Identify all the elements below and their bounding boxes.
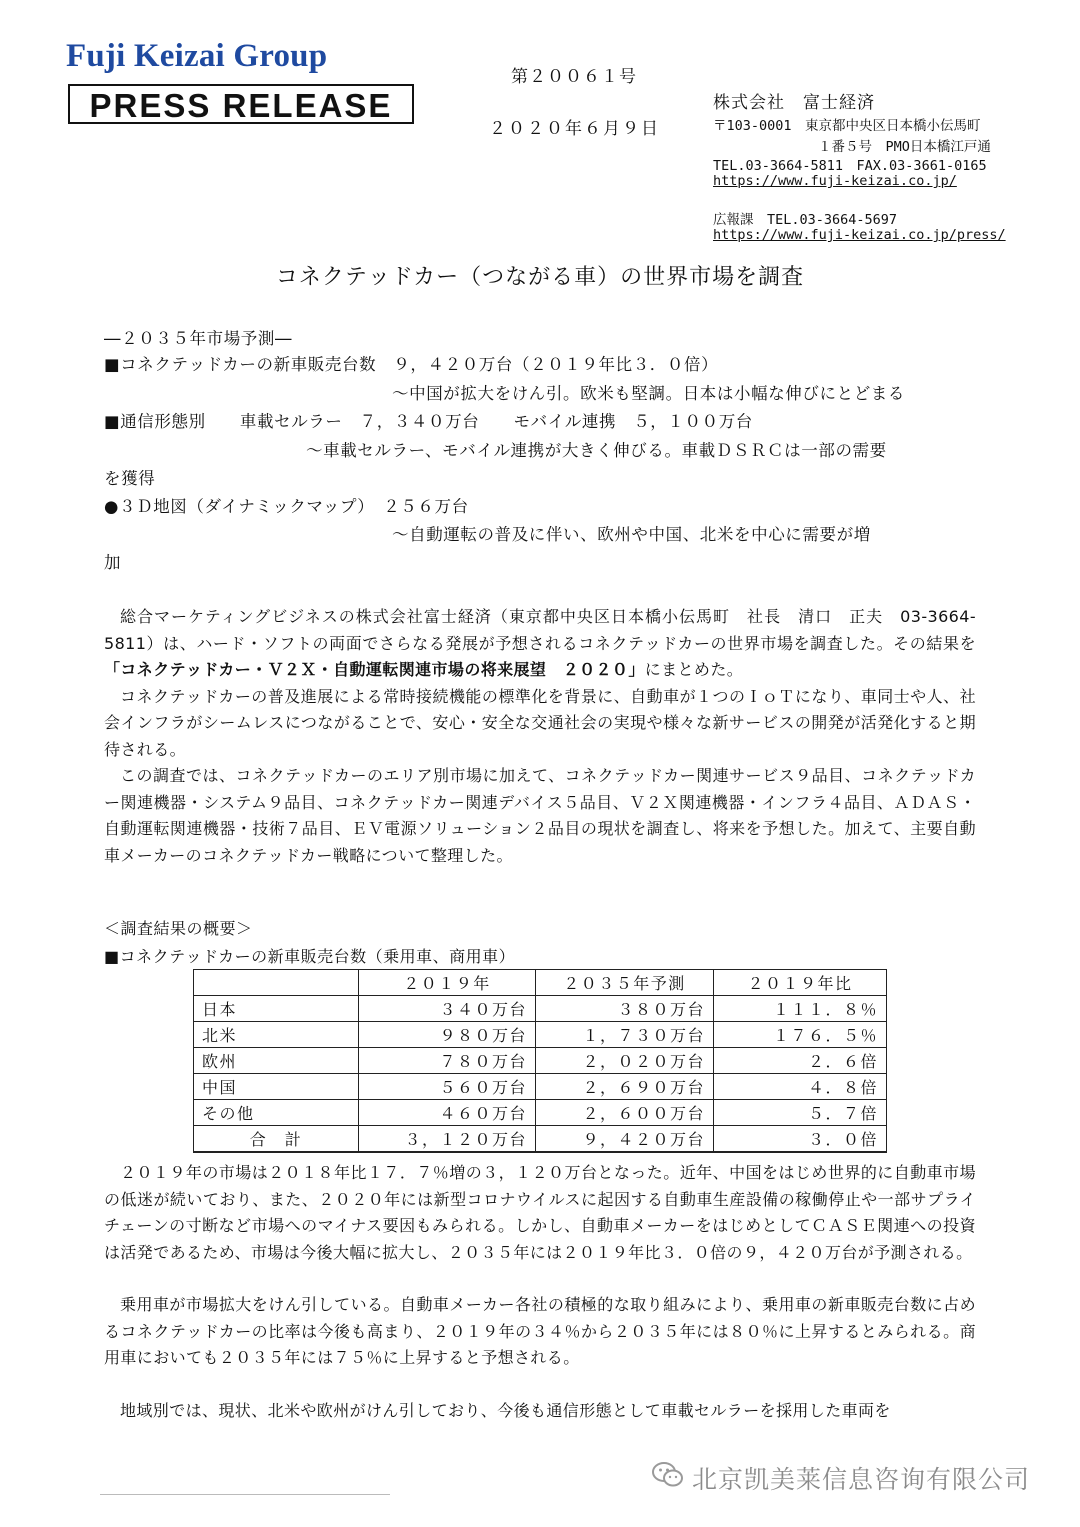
total-2035-cell: ９，４２０万台 <box>536 1126 714 1153</box>
page-title: コネクテッドカー（つながる車）の世界市場を調査 <box>275 265 805 290</box>
ratio-cell: ５．７倍 <box>714 1100 887 1126</box>
intro-paragraph-2: コネクテッドカーの普及進展による常時接続機能の標準化を背景に、自動車が１つのＩｏＴになり、車同士や人、社会インフラがシームレスにつながることで、安心・安全な交通社会の実現や様々な新サービスの開発が活発化すると期待される。 <box>104 686 976 759</box>
table-header-cell: ２０１９年 <box>359 970 536 996</box>
ratio-cell: １１１．８％ <box>714 996 887 1022</box>
tel-fax: TEL.03-3664-5811 FAX.03-3661-0165 <box>713 158 987 174</box>
region-cell: 北米 <box>194 1022 359 1048</box>
table-row <box>194 1100 887 1126</box>
analysis-paragraph-1: ２０１９年の市場は２０１８年比１７．７％増の３，１２０万台となった。近年、中国をはじめ世界的に自動車市場の低迷が続いており、また、２０２０年には新型コロナウイルスに起因する自動車生産設備の稼働停止や一部サプライチェーンの寸断など市場へのマイナス要因もみられる。しかし、自動車メーカーをはじめとしてＣＡＳＥ関連への投資は活発であるため、市場は今後大幅に拡大し、２０３５年には２０１９年比３．０倍の９，４２０万台が予測される。 <box>104 1163 976 1262</box>
value-2019-cell: ５６０万台 <box>359 1074 536 1100</box>
sales-table <box>193 969 887 1153</box>
analysis-section <box>104 1160 976 1424</box>
highlight-3d-map-note-cont: 加 <box>104 553 122 572</box>
total-2019-cell: ３，１２０万台 <box>359 1126 536 1153</box>
release-date: ２０２０年６月９日 <box>489 119 660 139</box>
table-caption: ■コネクテッドカーの新車販売台数（乗用車、商用車） <box>104 947 516 966</box>
table-header-cell: ２０１９年比 <box>714 970 887 996</box>
region-cell: 欧州 <box>194 1048 359 1074</box>
value-2035-cell: ２，６００万台 <box>536 1100 714 1126</box>
website-link[interactable]: https://www.fuji-keizai.co.jp/ <box>713 173 957 189</box>
ratio-cell: ２．６倍 <box>714 1048 887 1074</box>
region-cell: その他 <box>194 1100 359 1126</box>
table-row <box>194 1022 887 1048</box>
address-line-2: １番５号 PMO日本橋江戸通 <box>818 139 991 155</box>
value-2035-cell: １，７３０万台 <box>536 1022 714 1048</box>
forecast-label: ―２０３５年市場予測― <box>104 329 293 348</box>
table-total-row <box>194 1126 887 1153</box>
highlight-sales: ■コネクテッドカーの新車販売台数 ９，４２０万台（２０１９年比３．０倍） <box>104 355 719 374</box>
intro-paragraph-3: この調査では、コネクテッドカーのエリア別市場に加えて、コネクテッドカー関連サービス９品目、コネクテッドカー関連機器・システム９品目、コネクテッドカー関連デバイス５品目、Ｖ２Ｘ関連機器・インフラ４品目、ＡＤＡＳ・自動運転関連機器・技術７品目、ＥＶ電源ソリューション２品目の現状を調査し、将来を予想した。加えて、主要自動車メーカーのコネクテッドカー戦略について整理した。 <box>104 766 976 865</box>
footer-divider <box>100 1494 390 1495</box>
pr-department: 広報課 TEL.03-3664-5697 <box>713 212 898 228</box>
total-label-cell: 合 計 <box>194 1126 359 1153</box>
table-row <box>194 996 887 1022</box>
value-2035-cell: ２，６９０万台 <box>536 1074 714 1100</box>
value-2035-cell: ２，０２０万台 <box>536 1048 714 1074</box>
highlight-sales-note: ～中国が拡大をけん引。欧米も堅調。日本は小幅な伸びにとどまる <box>392 384 905 403</box>
intro-text-end: にまとめた。 <box>644 660 744 679</box>
company-name: 株式会社 富士経済 <box>713 93 875 113</box>
highlight-communication-note: ～車載セルラー、モバイル連携が大きく伸びる。車載ＤＳＲＣは一部の需要 <box>306 441 887 460</box>
total-ratio-cell: ３．０倍 <box>714 1126 887 1153</box>
highlight-3d-map: ●３Ｄ地図（ダイナミックマップ） ２５６万台 <box>104 497 469 516</box>
analysis-paragraph-2: 乗用車が市場拡大をけん引している。自動車メーカー各社の積極的な取り組みにより、乗用車の新車販売台数に占めるコネクテッドカーの比率は今後も高まり、２０１９年の３４％から２０３５年には８０％に上昇するとみられる。商用車においても２０３５年には７５％に上昇すると予想される。 <box>104 1295 976 1367</box>
address-line-1: 〒103-0001 東京都中央区日本橋小伝馬町 <box>713 118 981 134</box>
table-header-cell: ２０３５年予測 <box>536 970 714 996</box>
report-title: 「コネクテッドカー・Ｖ２Ｘ・自動運転関連市場の将来展望 ２０２０」 <box>104 660 645 679</box>
region-cell: 中国 <box>194 1074 359 1100</box>
issue-number: 第２００６１号 <box>511 67 637 87</box>
press-release-banner: PRESS RELEASE <box>68 84 414 124</box>
table-header-cell <box>194 970 359 996</box>
region-cell: 日本 <box>194 996 359 1022</box>
company-logo: Fuji Keizai Group <box>66 38 328 74</box>
intro-paragraph-1 <box>104 604 976 684</box>
intro-text: 総合マーケティングビジネスの株式会社富士経済（東京都中央区日本橋小伝馬町 社長 清口 正夫 03-3664-5811）は、ハード・ソフトの両面でさらなる発展が予想されるコネクテッドカーの世界市場を調査した。その結果を <box>104 607 976 653</box>
table-row <box>194 1074 887 1100</box>
value-2019-cell: ９８０万台 <box>359 1022 536 1048</box>
highlight-3d-map-note: ～自動運転の普及に伴い、欧州や中国、北米を中心に需要が増 <box>392 525 871 544</box>
analysis-paragraph-3: 地域別では、現状、北米や欧州がけん引しており、今後も通信形態として車載セルラーを採用した車両を <box>120 1400 891 1420</box>
value-2019-cell: ７８０万台 <box>359 1048 536 1074</box>
ratio-cell: １７６．５％ <box>714 1022 887 1048</box>
intro-section <box>104 604 976 869</box>
watermark-text: 北京凯美莱信息咨询有限公司 <box>692 1465 1031 1494</box>
value-2019-cell: ４６０万台 <box>359 1100 536 1126</box>
value-2035-cell: ３８０万台 <box>536 996 714 1022</box>
ratio-cell: ４．８倍 <box>714 1074 887 1100</box>
value-2019-cell: ３４０万台 <box>359 996 536 1022</box>
table-row <box>194 1048 887 1074</box>
press-url-link[interactable]: https://www.fuji-keizai.co.jp/press/ <box>713 227 1006 243</box>
wechat-icon <box>651 1460 685 1490</box>
summary-heading: ＜調査結果の概要＞ <box>104 919 253 938</box>
table-header-row <box>194 970 887 996</box>
highlight-communication-note-cont: を獲得 <box>104 469 156 488</box>
highlight-communication: ■通信形態別 車載セルラー ７，３４０万台 モバイル連携 ５，１００万台 <box>104 412 753 431</box>
